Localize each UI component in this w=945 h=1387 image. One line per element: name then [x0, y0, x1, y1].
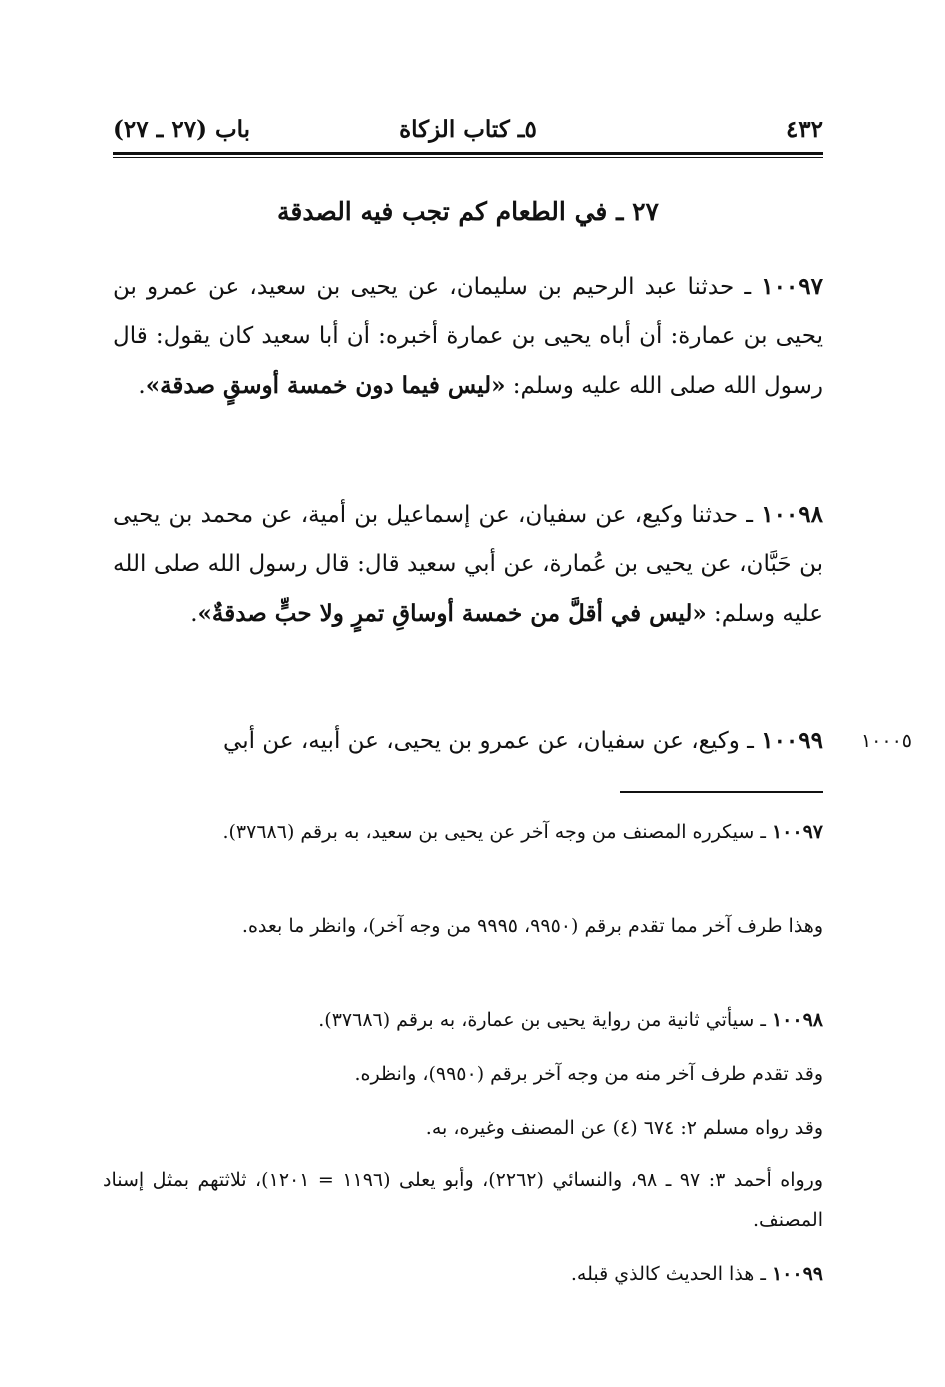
hadith-end: . — [190, 601, 198, 627]
hadith-number: ١٠٠٩٨ — [761, 501, 823, 528]
hadith-paragraph — [113, 716, 823, 766]
footnote-text: وقد رواه مسلم ٢: ٦٧٤ (٤) عن المصنف وغيره، به. — [425, 1117, 823, 1139]
footnote-text: ـ سيأتي ثانية من رواية يحيى بن عمارة، به برقم (٣٧٦٨٦). — [318, 1009, 772, 1031]
hadith-paragraph — [113, 490, 823, 639]
footnote-text: وهذا طرف آخر مما تقدم برقم (٩٩٥٠، ٩٩٩٥ من وجه آخر)، وانظر ما بعده. — [241, 915, 823, 937]
margin-reference: ١٠٠٠٥ — [860, 730, 912, 752]
chapter-range: باب (٢٧ ـ ٢٧) — [113, 116, 251, 143]
footnote-text: ـ هذا الحديث كالذي قبله. — [570, 1263, 772, 1285]
footnote-number: ١٠٠٩٨ — [771, 1009, 823, 1031]
hadith-text: ـ وكيع، عن سفيان، عن عمرو بن يحيى، عن أبيه، عن أبي — [223, 728, 762, 754]
footnote — [103, 1054, 823, 1094]
footnote-text: ـ سيكرره المصنف من وجه آخر عن يحيى بن سعيد، به برقم (٣٧٦٨٦). — [222, 821, 772, 843]
hadith-number: ١٠٠٩٧ — [761, 273, 823, 300]
footnote-number: ١٠٠٩٩ — [771, 1263, 823, 1285]
hadith-paragraph — [113, 262, 823, 411]
footnote — [103, 1160, 823, 1240]
page-number: ٤٣٢ — [785, 116, 823, 143]
footnote — [103, 812, 823, 852]
hadith-quote: «ليس في أقلَّ من خمسة أوساقِ تمرٍ ولا حبٍّ صدقةٌ» — [197, 600, 707, 627]
footnote — [103, 906, 823, 946]
hadith-end: . — [138, 373, 146, 399]
footnote-number: ١٠٠٩٧ — [771, 821, 823, 843]
hadith-text: ـ حدثنا عبد الرحيم بن سليمان، عن يحيى بن سعيد، عن عمرو بن يحيى بن عمارة: أن أباه يحيى بن عمارة أخبره: أن أبا سعيد كان يقول: قال رسول الله صلى الله عليه وسلم: — [113, 274, 823, 399]
footnote-text: ورواه أحمد ٣: ٩٧ ـ ٩٨، والنسائي (٢٢٦٢)، وأبو يعلى (١١٩٦ = ١٢٠١)، ثلاثتهم بمثل إسناد المصنف. — [103, 1169, 824, 1231]
section-title: ٢٧ ـ في الطعام كم تجب فيه الصدقة — [277, 197, 659, 226]
hadith-quote: «ليس فيما دون خمسة أوسقٍ صدقة» — [145, 372, 506, 399]
footnote — [103, 1000, 823, 1040]
page-header — [113, 112, 823, 148]
footnote — [103, 1254, 823, 1294]
footnote-separator — [620, 791, 823, 793]
footnote — [103, 1108, 823, 1148]
footnote-text: وقد تقدم طرف آخر منه من وجه آخر برقم (٩٩٥٠)، وانظره. — [354, 1063, 823, 1085]
book-title: ٥ـ كتاب الزكاة — [399, 116, 537, 143]
header-rule-thin — [113, 157, 823, 158]
hadith-number: ١٠٠٩٩ — [761, 727, 823, 754]
hadith-text: ـ حدثنا وكيع، عن سفيان، عن إسماعيل بن أمية، عن محمد بن يحيى بن حَبَّان، عن يحيى بن عُمارة، عن أبي سعيد قال: قال رسول الله صلى الله عليه وسلم: — [113, 502, 823, 627]
header-rule — [113, 152, 823, 155]
